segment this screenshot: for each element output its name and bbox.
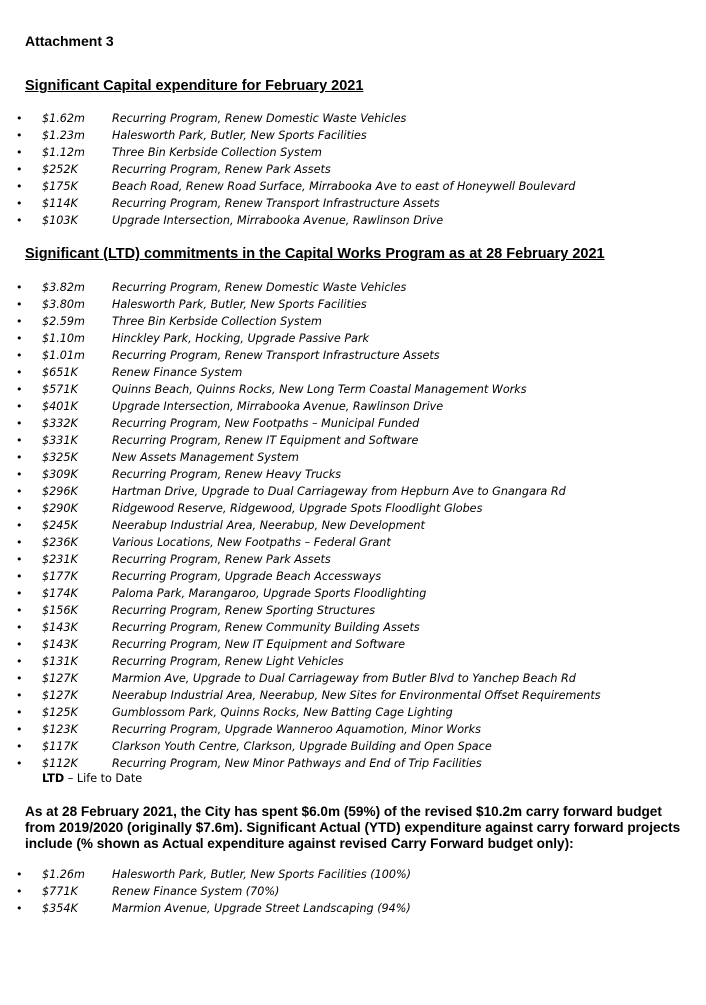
ltd-abbr: LTD xyxy=(42,772,65,785)
item-description: Recurring Program, Renew Heavy Trucks xyxy=(112,468,342,481)
item-amount: $252K xyxy=(42,163,78,176)
item-description: Halesworth Park, Butler, New Sports Facilities xyxy=(112,129,367,142)
item-amount: $325K xyxy=(42,451,78,464)
item-amount: $1.26m xyxy=(42,868,85,881)
bullet-icon: • xyxy=(16,604,23,617)
item-description: Recurring Program, Upgrade Beach Accessways xyxy=(112,570,382,583)
bullet-icon: • xyxy=(16,298,23,311)
item-amount: $3.80m xyxy=(42,298,85,311)
item-amount: $127K xyxy=(42,672,78,685)
item-description: Neerabup Industrial Area, Neerabup, New Sites for Environmental Offset Requirements xyxy=(112,689,601,702)
item-description: Halesworth Park, Butler, New Sports Facilities (100%) xyxy=(112,868,411,881)
item-amount: $571K xyxy=(42,383,78,396)
item-description: Upgrade Intersection, Mirrabooka Avenue, Rawlinson Drive xyxy=(112,214,444,227)
item-description: Recurring Program, Renew Sporting Structures xyxy=(112,604,376,617)
bullet-icon: • xyxy=(16,570,23,583)
item-amount: $231K xyxy=(42,553,78,566)
bullet-icon: • xyxy=(16,468,23,481)
item-amount: $296K xyxy=(42,485,78,498)
attachment-label: Attachment 3 xyxy=(25,33,114,49)
item-amount: $131K xyxy=(42,655,78,668)
item-description: Upgrade Intersection, Mirrabooka Avenue, Rawlinson Drive xyxy=(112,400,444,413)
item-description: Beach Road, Renew Road Surface, Mirrabooka Ave to east of Honeywell Boulevard xyxy=(112,180,576,193)
item-description: Three Bin Kerbside Collection System xyxy=(112,146,322,159)
bullet-icon: • xyxy=(16,315,23,328)
item-amount: $143K xyxy=(42,621,78,634)
item-description: Renew Finance System xyxy=(112,366,243,379)
bullet-icon: • xyxy=(16,638,23,651)
bullet-icon: • xyxy=(16,689,23,702)
item-description: Three Bin Kerbside Collection System xyxy=(112,315,322,328)
bullet-icon: • xyxy=(16,655,23,668)
item-description: Ridgewood Reserve, Ridgewood, Upgrade Spots Floodlight Globes xyxy=(112,502,483,515)
bullet-icon: • xyxy=(16,868,23,881)
item-description: Recurring Program, Renew Community Building Assets xyxy=(112,621,420,634)
bullet-icon: • xyxy=(16,502,23,515)
bullet-icon: • xyxy=(16,536,23,549)
item-amount: $331K xyxy=(42,434,78,447)
item-description: Recurring Program, Renew Light Vehicles xyxy=(112,655,344,668)
item-description: Hinckley Park, Hocking, Upgrade Passive Park xyxy=(112,332,369,345)
item-amount: $175K xyxy=(42,180,78,193)
item-description: Recurring Program, Renew Park Assets xyxy=(112,553,331,566)
item-amount: $103K xyxy=(42,214,78,227)
bullet-icon: • xyxy=(16,400,23,413)
item-amount: $127K xyxy=(42,689,78,702)
bullet-icon: • xyxy=(16,180,23,193)
item-amount: $1.12m xyxy=(42,146,85,159)
item-amount: $236K xyxy=(42,536,78,549)
item-amount: $114K xyxy=(42,197,78,210)
ltd-footnote xyxy=(42,772,142,785)
item-amount: $354K xyxy=(42,902,78,915)
bullet-icon: • xyxy=(16,621,23,634)
item-amount: $309K xyxy=(42,468,78,481)
bullet-icon: • xyxy=(16,332,23,345)
bullet-icon: • xyxy=(16,366,23,379)
bullet-icon: • xyxy=(16,349,23,362)
item-description: Recurring Program, New IT Equipment and Software xyxy=(112,638,406,651)
item-description: Neerabup Industrial Area, Neerabup, New Development xyxy=(112,519,425,532)
bullet-icon: • xyxy=(16,163,23,176)
bullet-icon: • xyxy=(16,146,23,159)
item-description: Recurring Program, Renew Park Assets xyxy=(112,163,331,176)
item-description: Paloma Park, Marangaroo, Upgrade Sports Floodlighting xyxy=(112,587,427,600)
bullet-icon: • xyxy=(16,434,23,447)
item-description: Recurring Program, Renew Transport Infrastructure Assets xyxy=(112,197,440,210)
item-amount: $2.59m xyxy=(42,315,85,328)
item-amount: $174K xyxy=(42,587,78,600)
bullet-icon: • xyxy=(16,519,23,532)
item-amount: $771K xyxy=(42,885,78,898)
item-description: Halesworth Park, Butler, New Sports Facilities xyxy=(112,298,367,311)
item-amount: $290K xyxy=(42,502,78,515)
item-amount: $1.23m xyxy=(42,129,85,142)
item-description: Recurring Program, Renew IT Equipment and Software xyxy=(112,434,419,447)
item-amount: $156K xyxy=(42,604,78,617)
section2-heading: Significant (LTD) commitments in the Capital Works Program as at 28 February 2021 xyxy=(25,246,605,262)
item-amount: $3.82m xyxy=(42,281,85,294)
bullet-icon: • xyxy=(16,902,23,915)
item-amount: $177K xyxy=(42,570,78,583)
item-description: Recurring Program, New Footpaths – Municipal Funded xyxy=(112,417,420,430)
item-amount: $401K xyxy=(42,400,78,413)
item-amount: $1.10m xyxy=(42,332,85,345)
bullet-icon: • xyxy=(16,281,23,294)
item-description: Recurring Program, Renew Transport Infrastructure Assets xyxy=(112,349,440,362)
bullet-icon: • xyxy=(16,214,23,227)
item-amount: $245K xyxy=(42,519,78,532)
item-description: Recurring Program, Upgrade Wanneroo Aquamotion, Minor Works xyxy=(112,723,481,736)
bullet-icon: • xyxy=(16,740,23,753)
bullet-icon: • xyxy=(16,112,23,125)
item-amount: $1.62m xyxy=(42,112,85,125)
bullet-icon: • xyxy=(16,197,23,210)
item-description: Quinns Beach, Quinns Rocks, New Long Term Coastal Management Works xyxy=(112,383,527,396)
item-amount: $332K xyxy=(42,417,78,430)
bullet-icon: • xyxy=(16,383,23,396)
bullet-icon: • xyxy=(16,706,23,719)
bullet-icon: • xyxy=(16,417,23,430)
item-description: Gumblossom Park, Quinns Rocks, New Batting Cage Lighting xyxy=(112,706,453,719)
item-amount: $143K xyxy=(42,638,78,651)
item-description: Various Locations, New Footpaths – Federal Grant xyxy=(112,536,391,549)
item-amount: $123K xyxy=(42,723,78,736)
bullet-icon: • xyxy=(16,757,23,770)
item-description: Recurring Program, Renew Domestic Waste Vehicles xyxy=(112,281,407,294)
bullet-icon: • xyxy=(16,485,23,498)
item-amount: $651K xyxy=(42,366,78,379)
bullet-icon: • xyxy=(16,723,23,736)
section1-heading: Significant Capital expenditure for February 2021 xyxy=(25,78,364,94)
item-description: Recurring Program, Renew Domestic Waste Vehicles xyxy=(112,112,407,125)
item-description: Clarkson Youth Centre, Clarkson, Upgrade Building and Open Space xyxy=(112,740,492,753)
item-amount: $1.01m xyxy=(42,349,85,362)
item-amount: $112K xyxy=(42,757,78,770)
item-description: Recurring Program, New Minor Pathways and End of Trip Facilities xyxy=(112,757,482,770)
bullet-icon: • xyxy=(16,451,23,464)
bullet-icon: • xyxy=(16,129,23,142)
carry-forward-paragraph: As at 28 February 2021, the City has spent $6.0m (59%) of the revised $10.2m carry forward budget from 2019/2020 (originally $7.6m). Significant Actual (YTD) expenditure against carry forward projects include (% shown as Actual expenditure against revised Carry Forward budget only): xyxy=(25,804,681,851)
bullet-icon: • xyxy=(16,587,23,600)
item-amount: $125K xyxy=(42,706,78,719)
item-description: Marmion Ave, Upgrade to Dual Carriageway from Butler Blvd to Yanchep Beach Rd xyxy=(112,672,576,685)
item-amount: $117K xyxy=(42,740,78,753)
item-description: Marmion Avenue, Upgrade Street Landscaping (94%) xyxy=(112,902,411,915)
item-description: Renew Finance System (70%) xyxy=(112,885,280,898)
bullet-icon: • xyxy=(16,885,23,898)
item-description: New Assets Management System xyxy=(112,451,299,464)
ltd-text: – Life to Date xyxy=(64,772,143,785)
item-description: Hartman Drive, Upgrade to Dual Carriageway from Hepburn Ave to Gnangara Rd xyxy=(112,485,566,498)
bullet-icon: • xyxy=(16,672,23,685)
bullet-icon: • xyxy=(16,553,23,566)
